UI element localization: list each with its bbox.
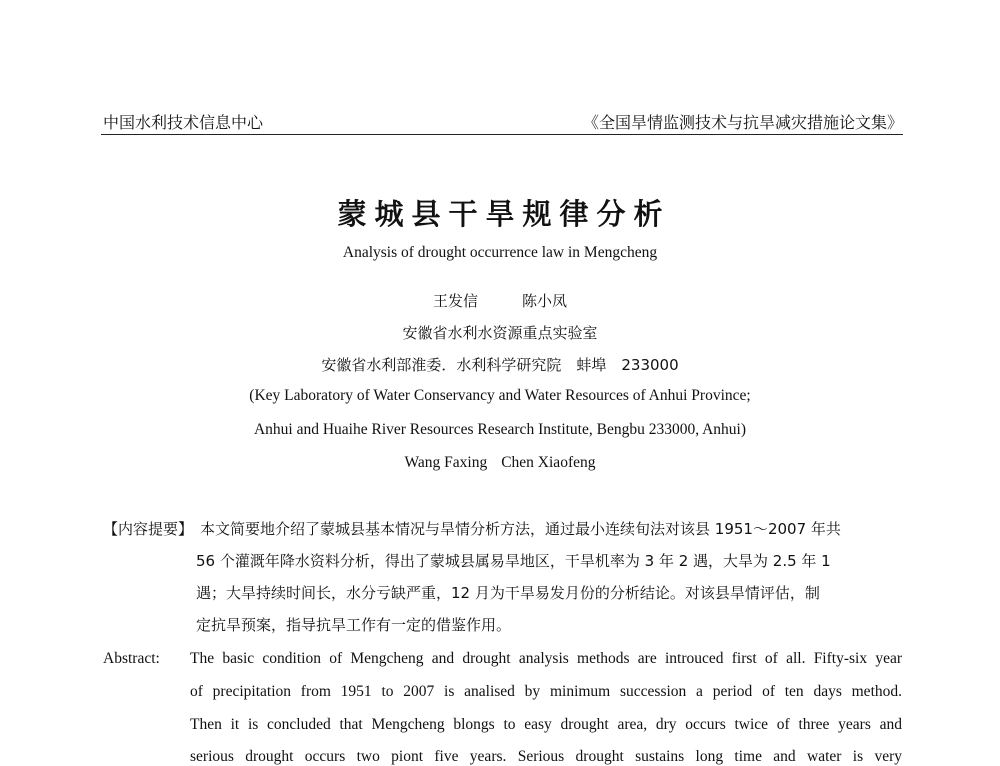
running-header-right: 《全国旱情监测技术与抗旱减灾措施论文集》 bbox=[582, 113, 903, 132]
affiliation-chinese-line: 安徽省水利水资源重点实验室 bbox=[402, 324, 598, 342]
affiliation-english-line: (Key Laboratory of Water Conservancy and Water Resources of Anhui Province; bbox=[249, 387, 751, 404]
abstract-english-label: Abstract: bbox=[103, 650, 160, 667]
abstract-english-line: Then it is concluded that Mengcheng blongs to easy drought area, dry occurs twice of three years and bbox=[190, 716, 902, 733]
abstract-chinese-line: 本文简要地介绍了蒙城县基本情况与旱情分析方法，通过最小连续旬法对该县 1951～2007 年共 bbox=[200, 520, 841, 538]
paper-title-english: Analysis of drought occurrence law in Mengcheng bbox=[342, 244, 658, 261]
authors-english bbox=[0, 454, 1000, 472]
abstract-chinese-line: 遇；大旱持续时间长，水分亏缺严重，12 月为干旱易发月份的分析结论。对该县旱情评估，制 bbox=[196, 584, 820, 602]
author-name: 王发信 bbox=[432, 292, 478, 310]
header-divider bbox=[101, 134, 903, 135]
author-name: Wang Faxing bbox=[404, 454, 488, 471]
paper-title-chinese: 蒙城县干旱规律分析 bbox=[337, 197, 671, 231]
affiliation-english-line: Anhui and Huaihe River Resources Research Institute, Bengbu 233000, Anhui) bbox=[253, 421, 747, 438]
abstract-english-line: of precipitation from 1951 to 2007 is analised by minimum succession a period of ten days method. bbox=[190, 683, 902, 700]
abstract-chinese-label: 【内容提要】 bbox=[103, 520, 194, 538]
abstract-chinese-line: 56 个灌溉年降水资料分析，得出了蒙城县属易旱地区，干旱机率为 3 年 2 遇，大旱为 2.5 年 1 bbox=[196, 552, 831, 570]
abstract-english-line: serious drought occurs two piont five years. Serious drought sustains long time and water is very bbox=[190, 748, 902, 765]
abstract-chinese-line: 定抗旱预案，指导抗旱工作有一定的借鉴作用。 bbox=[196, 616, 512, 634]
author-name: Chen Xiaofeng bbox=[501, 454, 596, 471]
running-header-left: 中国水利技术信息中心 bbox=[103, 113, 264, 132]
author-name: 陈小凤 bbox=[522, 292, 568, 310]
affiliation-chinese-line: 安徽省水利部淮委．水利科学研究院 蚌埠 233000 bbox=[321, 356, 679, 374]
authors-chinese bbox=[0, 290, 1000, 311]
abstract-english-line: The basic condition of Mengcheng and drought analysis methods are introuced first of all. Fifty-six year bbox=[190, 650, 902, 667]
